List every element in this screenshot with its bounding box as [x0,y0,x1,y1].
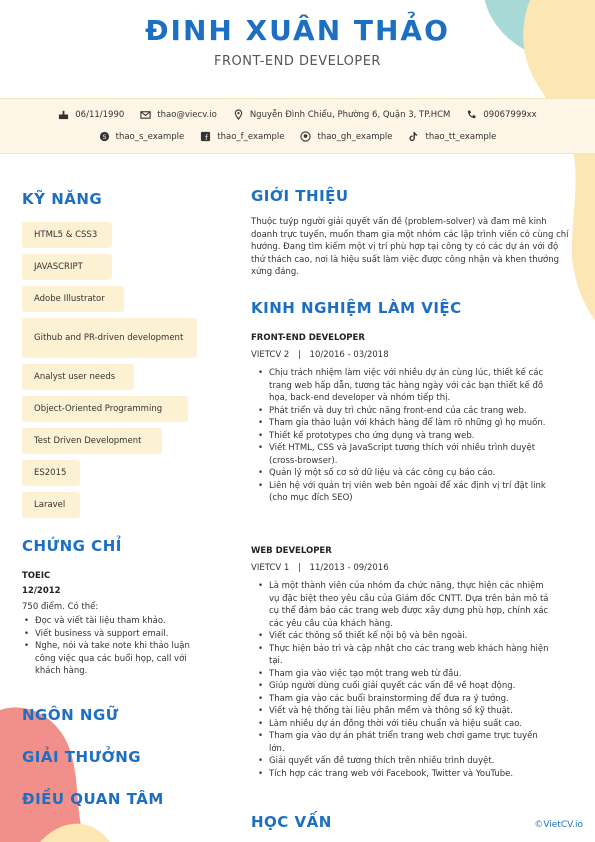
experience-title: KINH NGHIỆM LÀM VIỆC [251,299,462,317]
contact-band [0,98,595,154]
meta-separator: | [297,563,301,573]
certificate-bullets [22,615,202,678]
facebook-text[interactable]: thao_f_example [217,131,285,142]
list-item: • Tham gia thảo luận với khách hàng để làm rõ những gì họ muốn. [256,417,556,430]
list-item: • Đọc và viết tài liệu tham khảo. [22,615,202,628]
svg-text:f: f [205,133,208,142]
phone-icon [466,109,477,120]
job-period: 10/2016 - 03/2018 [309,350,389,360]
list-item: • Thiết kế prototypes cho ứng dụng và trang web. [256,430,556,443]
email-item[interactable] [140,109,217,120]
dob-item [58,109,124,120]
github-item[interactable] [300,131,392,142]
list-item: • Viết và hệ thống tài liệu phần mềm và thông số kỹ thuật. [256,705,556,718]
list-item: • Quản lý một số cơ sở dữ liệu và các công cụ báo cáo. [256,467,556,480]
candidate-role: FRONT-END DEVELOPER [214,54,381,69]
skill-item: Github and PR-driven development [22,318,197,358]
contact-row-2 [0,131,595,142]
email-text[interactable]: thao@viecv.io [157,109,217,120]
job-company: VIETCV 1 [251,563,290,573]
certificate-date: 12/2012 [22,586,61,596]
skill-item: Object-Oriented Programming [22,396,188,422]
list-item: • Giải quyết vấn đề tương thích trên nhiều trình duyệt. [256,755,556,768]
list-item: • Tham gia vào các buổi brainstorming để đưa ra ý tưởng. [256,693,556,706]
list-item: • Viết các thông số thiết kế nội bộ và bên ngoài. [256,630,556,643]
skill-item: HTML5 & CSS3 [22,222,112,248]
skill-item: Laravel [22,492,80,518]
tiktok-icon [408,131,419,142]
skill-item: ES2015 [22,460,80,486]
phone-item[interactable] [466,109,536,120]
skype-item[interactable] [99,131,185,142]
job-meta [251,350,389,360]
list-item: • Tham gia vào dự án phát triển trang web chơi game trực tuyến lớn. [256,730,556,755]
list-item: • Nghe, nói và take note khi thảo luận công việc qua các buổi họp, call với khách hàng. [22,640,202,678]
skill-item: JAVASCRIPT [22,254,112,280]
interests-title: ĐIỀU QUAN TÂM [22,790,164,808]
list-item: • Viết business và support email. [22,628,202,641]
facebook-icon [200,131,211,142]
list-item: • Viết HTML, CSS và JavaScript tương thích với nhiều trình duyệt (cross-browser). [256,442,556,467]
facebook-item[interactable] [200,131,284,142]
skill-item: Analyst user needs [22,364,134,390]
github-icon [300,131,311,142]
list-item: • Tích hợp các trang web với Facebook, Twitter và YouTube. [256,768,556,781]
languages-title: NGÔN NGỮ [22,706,119,724]
skype-icon [99,131,110,142]
skype-text[interactable]: thao_s_example [115,131,185,142]
certificates-title: CHỨNG CHỈ [22,537,122,555]
tiktok-text[interactable]: thao_tt_example [425,131,497,142]
job-title: WEB DEVELOPER [251,546,332,556]
awards-title: GIẢI THƯỞNG [22,748,142,766]
contact-row-1 [0,109,595,120]
address-text: Nguyễn Đình Chiểu, Phường 6, Quận 3, TP.HCM [249,109,451,120]
email-icon [140,109,151,120]
job-bullets [256,367,556,505]
list-item: • Phát triển và duy trì chức năng front-end của các trang web. [256,405,556,418]
certificate-desc: 750 điểm. Có thể: [22,602,99,612]
skills-title: KỸ NĂNG [22,190,103,208]
certificate-name: TOEIC [22,571,51,581]
list-item: • Thực hiện bảo trì và cập nhật cho các trang web khách hàng hiện tại. [256,643,556,668]
education-title: HỌC VẤN [251,813,332,831]
address-item [233,109,451,120]
meta-separator: | [297,350,301,360]
about-title: GIỚI THIỆU [251,187,349,205]
svg-text:S: S [102,132,107,141]
job-bullets [256,580,556,780]
candidate-name: ĐINH XUÂN THẢO [145,14,450,47]
job-meta [251,563,389,573]
list-item: • Tham gia vào việc tạo một trang web từ đầu. [256,668,556,681]
list-item: • Làm nhiều dự án đồng thời với tiêu chuẩn và hiệu suất cao. [256,718,556,731]
github-text[interactable]: thao_gh_example [317,131,393,142]
skill-item: Test Driven Development [22,428,162,454]
footer-brand[interactable]: ©VietCV.io [534,820,583,830]
list-item: • Chịu trách nhiệm làm việc với nhiều dự án cùng lúc, thiết kế các trang web hấp dẫn, tương tác hàng ngày với các bạn thiết kế đồ họa, back-end developer và nhóm tiếp thị. [256,367,556,405]
skill-item: Adobe Illustrator [22,286,124,312]
list-item: • Là một thành viên của nhóm đa chức năng, thực hiện các nhiệm vụ đặc biệt theo yêu cầu của Giám đốc CNTT. Dựa trên bản mô tả cụ thể đảm bảo các trang web được xây dựng phù hợp, chính xác các yêu cầu của khách hàng. [256,580,556,630]
job-period: 11/2013 - 09/2016 [309,563,389,573]
job-company: VIETCV 2 [251,350,290,360]
list-item: • Liên hệ với quản trị viên web bên ngoài để xác định vị trí đặt link (cho mục đích SEO) [256,480,556,505]
tiktok-item[interactable] [408,131,496,142]
list-item: • Giúp người dùng cuối giải quyết các vấn đề về hoạt động. [256,680,556,693]
birthday-cake-icon [58,109,69,120]
location-pin-icon [233,109,244,120]
job-title: FRONT-END DEVELOPER [251,333,365,343]
phone-text[interactable]: 09067999xx [483,109,537,120]
about-text: Thuộc tuýp người giải quyết vấn đề (problem-solver) và đam mê kinh doanh trực tuyến, muốn tham gia một nhóm các lập trình viên có cùng chí hướng. Đang tìm kiếm một vị trí phù hợp tại công ty có các dự án với độ thử thách cao, nơi là hiệu suất làm việc được công nhận và khen thưởng xứng đáng. [251,217,569,277]
dob-text: 06/11/1990 [75,109,125,120]
